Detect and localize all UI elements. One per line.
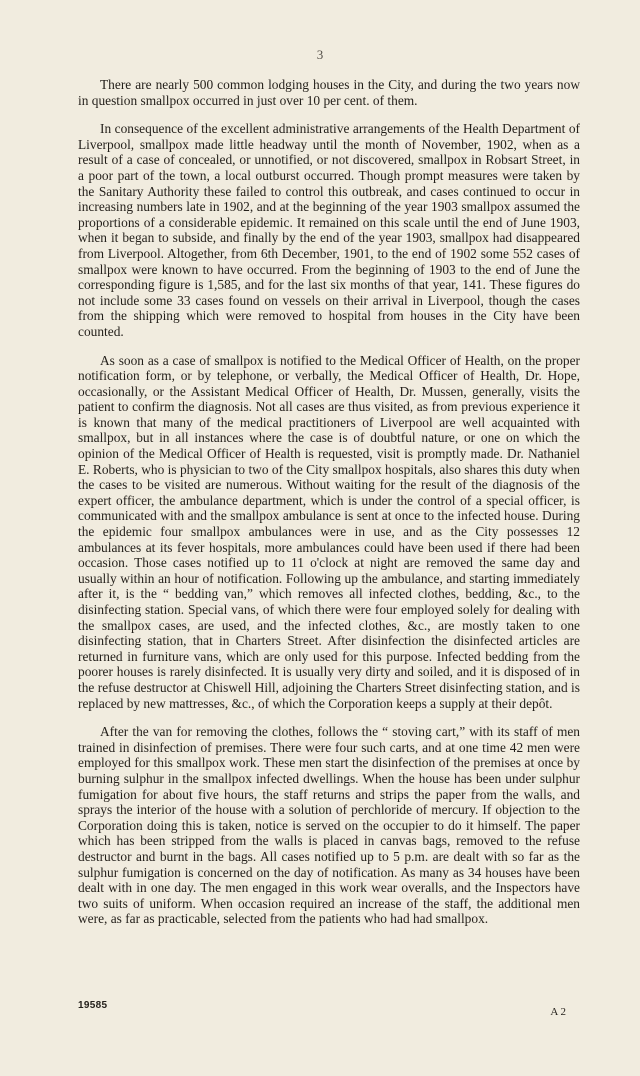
body-text bbox=[78, 77, 580, 927]
paragraph-notification-procedure: As soon as a case of smallpox is notified to the Medical Officer of Health, on the proper notification form, or by telephone, or verbally, the Medical Officer of Health, Dr. Hope, occasionally, or the Assistant Medical Officer of Health, Dr. Mussen, generally, visits the patient to confirm the diagnosis. Not all cases are thus visited, as from previous experience it is known that many of the medical practitioners of Liverpool are well acquainted with smallpox, but in all instances where the case is of doubtful nature, or one on which the opinion of the Medical Officer of Health is requested, visit is promptly made. Dr. Nathaniel E. Roberts, who is physician to two of the City smallpox hospitals, also shares this duty when the cases to be visited are numerous. Without waiting for the result of the diagnosis of the expert officer, the ambulance department, which is under the control of a special officer, is communicated with and the smallpox ambulance is sent at once to the infected house. During the epidemic four smallpox ambulances were in use, and as the City possesses 12 ambulances at its fever hospitals, more ambulances could have been used if there had been occasion. Those cases notified up to 11 o'clock at night are removed the same day and usually within an hour of notification. Following up the ambulance, and starting immediately after it, is the “ bedding van,” which removes all infected clothes, bedding, &c., to the disinfecting station. Special vans, of which there were four employed solely for dealing with the smallpox cases, are used, and the infected clothes, &c., are mostly taken to one disinfecting station, that in Charters Street. After disinfection the disinfected articles are returned in furniture vans, which are only used for this purpose. Infected bedding from the poorer houses is rarely disinfected. It is usually very dirty and soiled, and it is disposed of in the refuse destructor at Chiswell Hill, adjoining the Charters Street disinfecting station, and is replaced by new mattresses, &c., of which the Corporation keeps a supply at their depôt. bbox=[78, 352, 580, 711]
paragraph-disinfection: After the van for removing the clothes, follows the “ stoving cart,” with its staff of men trained in disinfection of premises. There were four such carts, and at one time 42 men were employed for this smallpox work. These men start the disinfection of the premises at once by burning sulphur in the smallpox infected dwellings. When the house has been under sulphur fumigation for about five hours, the staff returns and strips the paper from the walls, and sprays the interior of the house with a solution of perchloride of mercury. If objection to the Corporation doing this is taken, notice is served on the occupier to do it himself. The paper which has been stripped from the walls is placed in canvas bags, removed to the refuse destructor and burnt in the bags. All cases notified up to 5 p.m. are dealt with so far as the sulphur fumigation is concerned on the day of notification. As many as 34 houses have been dealt with in one day. The men engaged in this work wear overalls, and the Inspectors have two suits of uniform. When occasion required an increase of the staff, the additional men were, as far as practicable, selected from the patients who had had smallpox. bbox=[78, 724, 580, 927]
signature-mark: A 2 bbox=[550, 1006, 566, 1018]
print-code: 19585 bbox=[78, 1000, 108, 1011]
page-number: 3 bbox=[316, 47, 324, 62]
paragraph-epidemic-history: In consequence of the excellent administrative arrangements of the Health Department of Liverpool, smallpox made little headway until the month of November, 1902, when as a result of a case of concealed, or unnotified, or not discovered, smallpox in Robsart Street, in a poor part of the town, a local outburst occurred. Though prompt measures were taken by the Sanitary Authority these failed to control this outbreak, and cases continued to occur in increasing numbers late in 1902, and at the beginning of the year 1903 smallpox assumed the proportions of a considerable epidemic. It remained on this scale until the end of June 1903, when it began to subside, and finally by the end of the year 1903, smallpox had disappeared from Liverpool. Altogether, from 6th December, 1901, to the end of 1902 some 552 cases of smallpox were known to have occurred. From the beginning of 1903 to the end of June the corresponding figure is 1,585, and for the last six months of that year, 141. These figures do not include some 33 cases found on vessels on their arrival in Liverpool, though the cases from the shipping which were removed to hospital from houses in the City have been counted. bbox=[78, 121, 580, 339]
paragraph-lodging-houses: There are nearly 500 common lodging houses in the City, and during the two years now in question smallpox occurred in just over 10 per cent. of them. bbox=[78, 77, 580, 108]
